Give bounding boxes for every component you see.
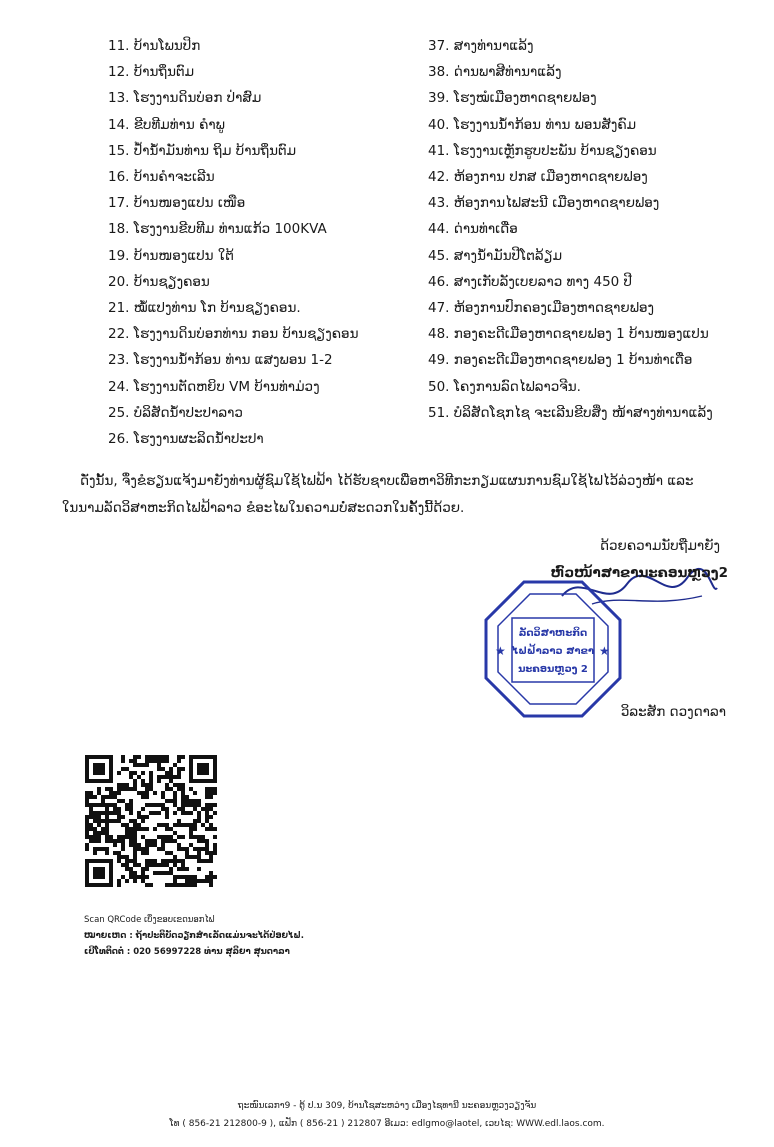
list-item — [108, 347, 408, 373]
list-item — [428, 138, 768, 164]
list-item-text: ບ້ານໜອງແປນ ໃຕ້ — [133, 247, 234, 264]
list-item-text: ໂຮງງານຜະລິດນໍ້າປະປາ — [133, 431, 264, 448]
list-item-text: ຫ້ອງການປົກຄອງເມືອງຫາດຊາຍຟອງ — [453, 300, 655, 317]
list-item-text: ກອງຄະດີເມືອງຫາດຊາຍຟອງ 1 ບ້ານທ່າເດື່ອ — [453, 352, 693, 369]
list-item — [428, 295, 768, 321]
list-item — [428, 374, 768, 400]
list-item-text: ໂຮງງານຂີບທີມ ທ່ານແກ້ວ 100KVA — [133, 221, 327, 238]
list-item-number: 12. — [108, 64, 130, 81]
list-item-number: 17. — [108, 195, 130, 212]
closing-paragraph: ດັ່ງນັ້ນ, ຈຶ່ງຂໍຮຽນແຈ້ງມາຍັງທ່ານຜູ້ຊົມໃຊ້ໄຟຟ້າ ໄດ້ຮັບຊາບເພື່ອຫາວິທີກະກຽມແຜນການຊົມໃຊ້ໄຟໄວ້ລ່ວງໜ້າ ແລະ ໃນນາມລັດວິສາຫະກິດໄຟຟ້າລາວ ຂໍອະໄພໃນຄວາມບໍ່ສະດວກໃນຄັ້ງນີ້ດ້ວຍ. — [62, 473, 694, 516]
stamp-star-right-icon: ★ — [599, 644, 610, 658]
list-item-number: 46. — [428, 273, 450, 290]
signer-name: ວິລະສັກ ດວງດາລາ — [620, 704, 726, 720]
list-item — [108, 295, 408, 321]
list-item — [428, 243, 768, 269]
outage-list-right — [428, 33, 768, 426]
stamp-star-left-icon: ★ — [495, 644, 506, 658]
list-item-number: 44. — [428, 221, 450, 238]
list-item-number: 40. — [428, 116, 450, 133]
list-item — [428, 400, 768, 426]
list-item-number: 42. — [428, 169, 450, 186]
list-item-number: 48. — [428, 326, 450, 343]
list-item — [108, 374, 408, 400]
regards-line: ດ້ວຍຄວາມນັບຖືມາຍັງ — [599, 538, 720, 554]
qr-note: ໝາຍເຫດ : ຖ້າປະຕິບັດວຽກສຳເລັດແມ່ນຈະໄດ້ປ່ອຍໄຟ. — [84, 931, 304, 941]
list-item-text: ບ້ານໂພນປິກ — [133, 38, 201, 54]
list-item — [428, 190, 768, 216]
list-item — [108, 216, 408, 242]
qr-scan-caption: Scan QRCode ເບິ່ງຂອບເຂດນອກໄຟ — [84, 915, 215, 925]
qr-contact: ເບີໂທຕິດຕໍ່ : 020 56997228 ທ່ານ ສຸລິຍາ ສຸນດາລາ — [84, 947, 290, 957]
list-item-number: 22. — [108, 326, 130, 343]
list-item-number: 21. — [108, 300, 130, 317]
list-item-number: 47. — [428, 300, 450, 317]
list-item — [428, 59, 768, 85]
list-item-text: ໂຮງງານຕັດຫຍິບ VM ບ້ານທ່າມ່ວງ — [133, 378, 320, 395]
list-item-text: ບ້ານຊຽງຄອນ — [133, 273, 210, 290]
list-item-text: ໂຮງງານນໍ້າກ້ອນ ທ່ານ ພອນສັງຄົມ — [453, 116, 637, 133]
list-item-number: 23. — [108, 352, 130, 369]
list-item — [108, 426, 408, 452]
office-title: ຫົວໜ້າສາຂານະຄອນຫຼວງ2 — [550, 565, 728, 581]
list-item — [428, 85, 768, 111]
list-item-number: 45. — [428, 247, 450, 264]
list-item-number: 15. — [108, 142, 130, 159]
outage-list-left — [108, 33, 408, 452]
list-item-number: 11. — [108, 38, 130, 54]
list-item — [108, 164, 408, 190]
list-item-number: 41. — [428, 142, 450, 159]
list-item-text: ໂຄງການລົດໄຟລາວຈີນ. — [453, 378, 581, 395]
list-item-text: ສາງນໍ້າມັນປີໂຕລ້ຽມ — [453, 247, 563, 264]
list-item-text: ສາງເກັບລັງເບຍລາວ ທາງ 450 ປີ — [453, 273, 632, 290]
list-item-number: 24. — [108, 378, 130, 395]
list-item — [428, 33, 768, 59]
qr-code-icon[interactable] — [85, 755, 217, 887]
list-item-number: 39. — [428, 90, 450, 107]
list-item — [108, 269, 408, 295]
stamp-line-1: ລັດວິສາຫະກິດ — [518, 628, 588, 639]
list-item-text: ຫ້ອງການໄຟສະນີ ເມືອງຫາດຊາຍຟອງ — [453, 195, 660, 212]
list-item-number: 16. — [108, 169, 130, 186]
list-item-number: 14. — [108, 116, 130, 133]
list-item — [428, 321, 768, 347]
list-item-number: 25. — [108, 404, 130, 421]
footer-address: ຖະໜົນເລກາ9 - ຕູ້ ປ.ນ 309, ບ້ານໂຊສະຫວ່າງ ເມືອງໄຊທານີ ນະຄອນຫຼວງວຽງຈັນ — [237, 1101, 537, 1111]
list-item-text: ໂຮງງານເຫຼັກຮູບປະພັນ ບ້ານຊຽງຄອນ — [453, 142, 657, 159]
qr-info-block — [84, 912, 304, 960]
list-item-text: ປໍ້ານໍ້າມັນທ່ານ ຖິມ ບ້ານຖິ່ນຕົມ — [133, 142, 297, 159]
list-item-number: 38. — [428, 64, 450, 81]
list-item — [108, 400, 408, 426]
stamp-line-3: ນະຄອນຫຼວງ 2 — [518, 664, 588, 675]
list-item-number: 13. — [108, 90, 130, 107]
list-item-text: ບ້ານຖິ່ນຕົມ — [133, 64, 195, 81]
list-item-number: 43. — [428, 195, 450, 212]
list-item-text: ໂຮງງານດິນບ່ອກທ່ານ ກອນ ບ້ານຊຽງຄອນ — [133, 326, 359, 343]
list-item-number: 19. — [108, 247, 130, 264]
list-item-text: ກອງຄະດີເມືອງຫາດຊາຍຟອງ 1 ບ້ານໜອງແປນ — [453, 326, 709, 343]
list-item-number: 37. — [428, 38, 450, 54]
list-item — [108, 59, 408, 85]
list-item-text: ດ່ານທ່າເດື່ອ — [453, 221, 518, 238]
list-item — [108, 321, 408, 347]
list-item — [428, 112, 768, 138]
list-item — [428, 164, 768, 190]
list-item-text: ໂຮງງານດິນບ່ອກ ປ່າສົມ — [133, 90, 262, 107]
list-item-number: 51. — [428, 404, 450, 421]
list-item — [428, 269, 768, 295]
list-item-text: ໂຮງໝໍເມືອງຫາດຊາຍຟອງ — [453, 90, 597, 107]
list-item-number: 18. — [108, 221, 130, 238]
list-item-number: 26. — [108, 431, 130, 448]
list-item — [428, 347, 768, 373]
list-item — [108, 85, 408, 111]
list-item-text: ດ່ານພາສີທ່ານາແລ້ງ — [453, 64, 562, 81]
list-item — [108, 243, 408, 269]
list-item-text: ບໍລິສັດໂຊກໄຊ ຈະເລີນຂີບສິ່ງ ໜ້າສາງທ່ານາແລ້ງ — [453, 404, 713, 421]
list-item — [108, 112, 408, 138]
list-item — [108, 33, 408, 59]
list-item-text: ບ້ານຄໍາຈະເລີນ — [133, 169, 215, 186]
list-item-number: 50. — [428, 378, 450, 395]
footer-contact: ໂທ ( 856-21 212800-9 ), ແຟັກ ( 856-21 ) 212807 ອີເມວ: edlgmo@laotel, ເວບໄຊ: WWW.edl.laos.com. — [169, 1119, 605, 1129]
list-item-text: ໂຮງງານນໍ້າກ້ອນ ທ່ານ ແສງພອນ 1-2 — [133, 352, 333, 369]
list-item — [428, 216, 768, 242]
list-item-number: 49. — [428, 352, 450, 369]
stamp-line-2: ໄຟຟ້າລາວ ສາຂາ — [511, 646, 595, 657]
list-item — [108, 138, 408, 164]
list-item-text: ບ້ານໜອງແປນ ເໜືອ — [133, 195, 246, 212]
official-stamp — [482, 578, 624, 720]
list-item-text: ສາງທ່ານາແລ້ງ — [453, 38, 534, 54]
list-item-number: 20. — [108, 273, 130, 290]
list-item-text: ໝໍ້ແປງທ່ານ ໂກ ບ້ານຊຽງຄອນ. — [133, 300, 301, 317]
list-item — [108, 190, 408, 216]
list-item-text: ບໍລິສັດນໍ້າປະປາລາວ — [133, 404, 243, 421]
list-item-text: ຂີບທີມທ່ານ ຄຳພູ — [133, 116, 225, 133]
list-item-text: ຫ້ອງການ ປກສ ເມືອງຫາດຊາຍຟອງ — [453, 169, 648, 186]
